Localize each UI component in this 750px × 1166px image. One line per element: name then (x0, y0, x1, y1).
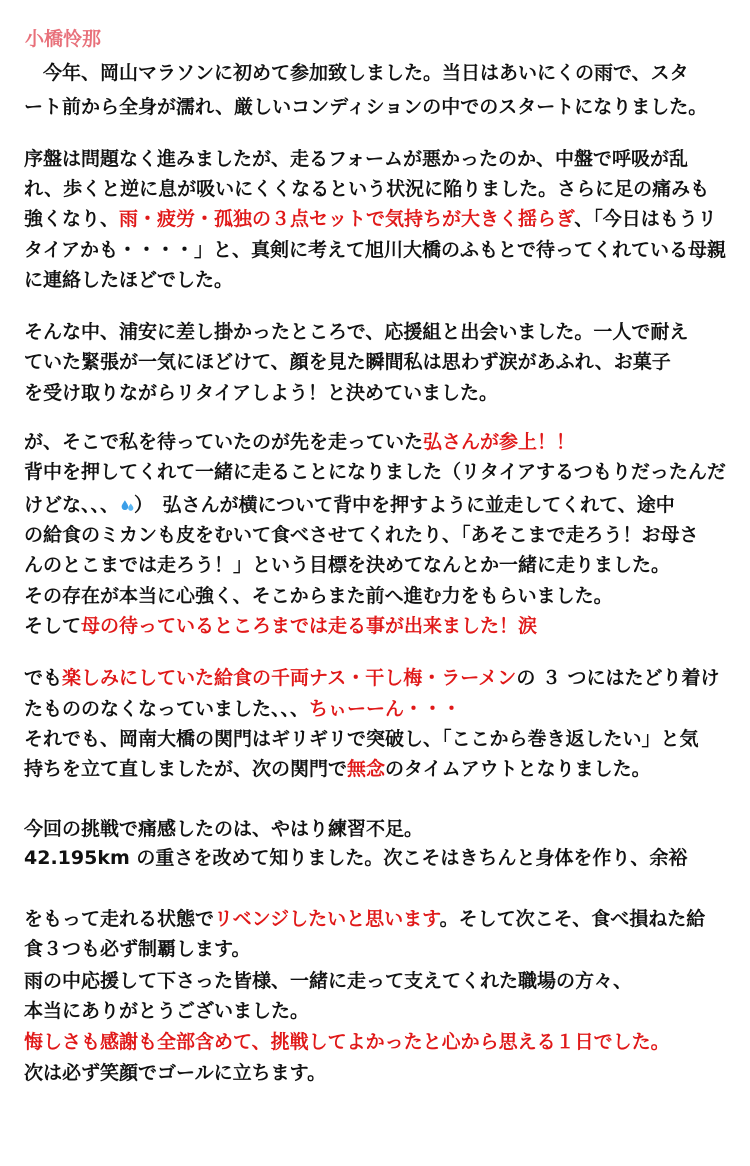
highlight-text: 雨・疲労・孤独の３点セットで気持ちが大きく揺らぎ (119, 208, 575, 230)
body-text: 強くなり、 (24, 208, 120, 230)
text-line (24, 205, 732, 233)
text-line (24, 551, 732, 579)
body-text: そんな中、浦安に差し掛かったところで、応援組と出会いました。一人で耐え (24, 321, 689, 343)
text-line (24, 967, 732, 995)
text-line (24, 428, 732, 456)
body-text: んのとこまでは走ろう！」という目標を決めてなんとか一緒に走りました。 (24, 554, 671, 576)
body-text: ていた緊張が一気にほどけて、顔を見た瞬間私は思わず涙があふれ、お菓子 (24, 351, 671, 373)
text-line (24, 318, 732, 346)
text-line (24, 175, 732, 203)
text-line (24, 93, 732, 121)
text-line (24, 755, 732, 783)
text-line (24, 695, 732, 723)
body-text: が、そこで私を待っていたのが先を走っていた (24, 431, 424, 453)
highlight-text: 弘さんが参上！！ (423, 431, 576, 453)
body-text: タイアかも・・・・」と、真剣に考えて旭川大橋のふもとで待ってくれている母親 (24, 239, 727, 261)
text-line (24, 379, 732, 407)
body-text: 雨の中応援して下さった皆様、一緒に走って支えてくれた職場の方々、 (24, 970, 633, 992)
sweat-drops-icon (121, 499, 134, 512)
text-line (24, 844, 732, 872)
text-line (24, 145, 732, 173)
body-text: その存在が本当に心強く、そこからまた前へ進む力をもらいました。 (24, 585, 613, 607)
body-text: に連絡したほどでした。 (24, 269, 234, 291)
body-text: そして (24, 615, 82, 637)
text-line (24, 1059, 732, 1087)
body-text: ） 弘さんが横について背中を押すように並走してくれて、途中 (134, 494, 675, 516)
highlight-text: 母の待っているところまでは走る事が出来ました！涙 (81, 615, 538, 637)
text-line (24, 582, 732, 610)
body-text: 次は必ず笑顔でゴールに立ちます。 (24, 1062, 327, 1084)
body-text: 、「今日はもうリ (574, 208, 717, 230)
author-name: 小橋怜那 (25, 28, 102, 50)
highlight-text: リベンジしたいと思います (214, 908, 440, 930)
body-text: をもって走れる状態で (24, 908, 215, 930)
highlight-text: 悔しさも感謝も全部含めて、挑戦してよかったと心から思える１日でした。 (24, 1031, 670, 1053)
body-text: 。そして次こそ、食べ損ねた給 (439, 908, 706, 930)
text-line (24, 997, 732, 1025)
body-text: 今回の挑戦で痛感したのは、やはり練習不足。 (24, 818, 424, 840)
highlight-text: ちぃーーん・・・ (309, 698, 462, 720)
body-text: の ３ つにはたどり着け (516, 667, 720, 689)
body-text: けどな、、、 (24, 494, 120, 516)
body-text: 持ちを立て直しましたが、次の関門で (24, 758, 348, 780)
text-line (24, 266, 732, 294)
text-line (24, 491, 732, 519)
text-line (24, 664, 732, 692)
body-text: 本当にありがとうございました。 (24, 1000, 310, 1022)
text-line (24, 815, 732, 843)
body-text: 42.195km の重さを改めて知りました。次こそはきちんと身体を作り、余裕 (24, 847, 688, 869)
body-text: でも (24, 667, 63, 689)
highlight-text: 無念 (347, 758, 386, 780)
text-line (24, 935, 732, 963)
body-text: たもののなくなっていました、、、 (24, 698, 310, 720)
body-text: 今年、岡山マラソンに初めて参加致しました。当日はあいにくの雨で、スタ (24, 62, 689, 84)
body-text: 食３つも必ず制覇します。 (24, 938, 251, 960)
text-line (24, 521, 732, 549)
body-text: それでも、岡南大橋の関門はギリギリで突破し、「ここから巻き返したい」と気 (24, 728, 699, 750)
text-line (24, 458, 732, 486)
body-text: ート前から全身が濡れ、厳しいコンディションの中でのスタートになりました。 (24, 96, 708, 118)
body-text: の給食のミカンも皮をむいて食べさせてくれたり、「あそこまで走ろう！お母さ (24, 524, 699, 546)
body-text: 序盤は問題なく進みましたが、走るフォームが悪かったのか、中盤で呼吸が乱 (24, 148, 689, 170)
text-line (24, 236, 732, 264)
text-line (24, 1028, 732, 1056)
text-line (24, 725, 732, 753)
text-line (24, 612, 732, 640)
body-text: のタイムアウトとなりました。 (385, 758, 651, 780)
text-line (24, 348, 732, 376)
highlight-text: 楽しみにしていた給食の千両ナス・干し梅・ラーメン (62, 667, 517, 689)
body-text: を受け取りながらリタイアしよう！と決めていました。 (24, 382, 499, 404)
text-line (24, 59, 732, 87)
body-text: 背中を押してくれて一緒に走ることになりました（リタイアするつもりだったんだ (24, 461, 726, 483)
body-text: れ、歩くと逆に息が吸いにくくなるという状況に陥りました。さらに足の痛みも (24, 178, 710, 200)
text-line (24, 905, 732, 933)
